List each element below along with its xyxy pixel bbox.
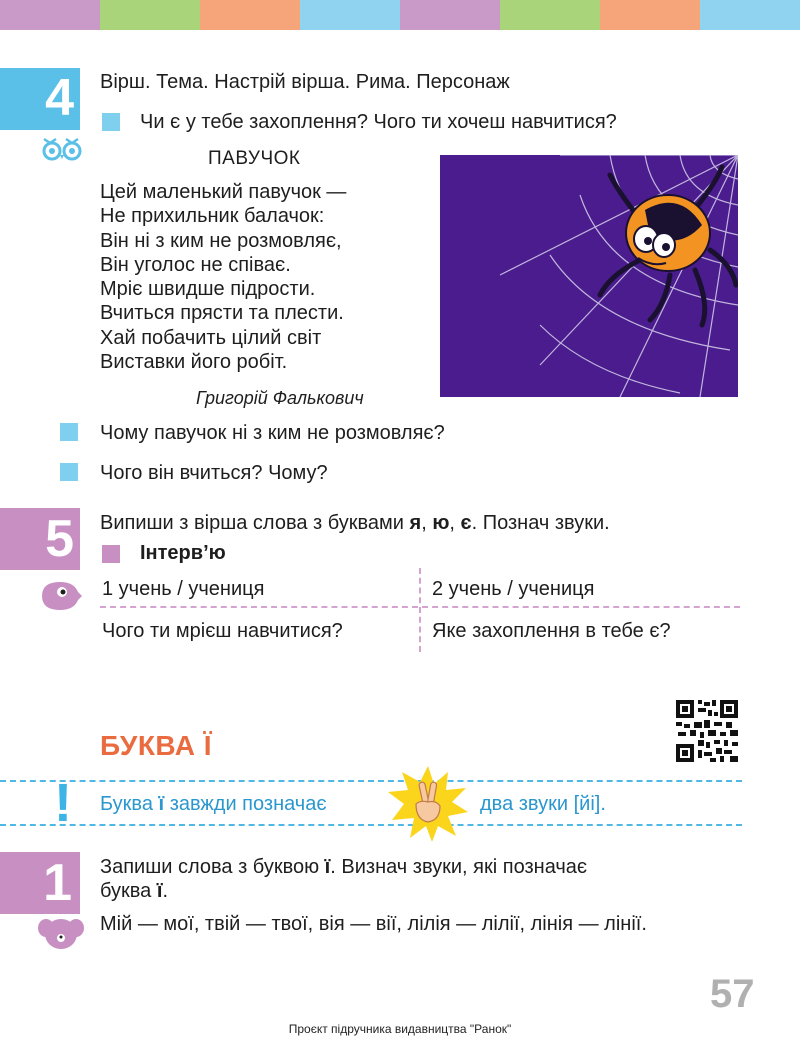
top-strip-segment (0, 0, 100, 30)
task-1-instruction-line-2 (100, 879, 168, 903)
col2-question: Яке захоплення в тебе є? (432, 620, 671, 642)
spider-web-icon (440, 155, 738, 397)
dog-icon (38, 916, 84, 950)
top-strip-segment (700, 0, 800, 30)
interview-title: Інтерв’ю (140, 542, 226, 564)
task-4-heading: Вірш. Тема. Настрій вірша. Рима. Персонаж (100, 71, 510, 93)
task-4-question-3: Чого він вчиться? Чому? (100, 462, 328, 484)
top-strip-segment (500, 0, 600, 30)
poem-author: Григорій Фалькович (196, 388, 364, 408)
task-1-words: Мій — мої, твій — твої, вія — вії, лілія — лілії, лінія — лінії. (100, 913, 647, 935)
task-1-number: 1 (0, 852, 80, 914)
task-4-number: 4 (0, 68, 80, 130)
top-strip-segment (600, 0, 700, 30)
poem-line: Не прихильник балачок: (100, 205, 325, 228)
separator: , (421, 512, 433, 534)
victory-hand-icon (388, 766, 468, 842)
poem-title: ПАВУЧОК (208, 148, 301, 169)
letter-yi: ї (156, 880, 163, 902)
col2-header: 2 учень / учениця (432, 578, 595, 600)
top-strip-segment (100, 0, 200, 30)
poem-line: Він уголос не співає. (100, 253, 291, 276)
instruction-text: Запиши слова з буквою (100, 856, 325, 878)
bullet-square (60, 423, 78, 441)
letter-yi: ї (324, 856, 331, 878)
bullet-square (60, 463, 78, 481)
instruction-text: . Познач звуки. (471, 512, 610, 534)
letter-ya: я (409, 512, 422, 534)
poem-line: Мріє швидше підрости. (100, 278, 316, 301)
task-5-instruction (100, 511, 610, 535)
task-1-instruction-line-1 (100, 855, 587, 879)
rule-text-end: два звуки [йі]. (480, 793, 606, 815)
letter-ye: є (460, 512, 472, 534)
poem-line: Хай побачить цілий світ (100, 326, 322, 349)
bird-icon (38, 578, 82, 614)
rule-text-start (100, 793, 327, 816)
instruction-text: . Визнач звуки, які позначає (330, 856, 588, 878)
instruction-text: Випиши з вірша слова з буквами (100, 512, 410, 534)
qr-code-icon (676, 700, 738, 762)
top-strip-segment (400, 0, 500, 30)
poem-line: Цей маленький павучок — (100, 181, 347, 203)
top-color-strip (0, 0, 800, 30)
rule-text: Буква (100, 793, 159, 815)
rule-letter: ї (158, 793, 165, 815)
bullet-square (102, 545, 120, 563)
instruction-text: буква (100, 880, 157, 902)
separator: , (449, 512, 461, 534)
task-4-question-1: Чи є у тебе захоплення? Чого ти хочеш навчитися? (140, 111, 617, 133)
letter-yu: ю (432, 512, 450, 534)
col1-question: Чого ти мрієш навчитися? (102, 620, 343, 642)
task-4-question-2: Чому павучок ні з ким не розмовляє? (100, 422, 445, 444)
poem-line: Вчиться прясти та плести. (100, 302, 344, 325)
page-number: 57 (710, 972, 755, 1016)
footer-text: Проєкт підручника видавництва "Ранок" (288, 1022, 512, 1036)
instruction-text: . (162, 880, 169, 902)
poem-line: Виставки його робіт. (100, 351, 288, 374)
task-5-number: 5 (0, 508, 80, 570)
owl-eyes-icon (38, 133, 86, 163)
poem-text (100, 180, 346, 374)
spider-illustration (440, 155, 738, 397)
top-strip-segment (200, 0, 300, 30)
table-column-divider (419, 568, 421, 652)
col1-header: 1 учень / учениця (102, 578, 265, 600)
exclamation-icon: ! (54, 773, 72, 833)
bullet-square (102, 113, 120, 131)
rule-text: завжди позначає (164, 793, 327, 815)
top-strip-segment (300, 0, 400, 30)
section-title: БУКВА Ї (100, 730, 212, 761)
poem-line: Він ні з ким не розмовляє, (100, 229, 342, 252)
